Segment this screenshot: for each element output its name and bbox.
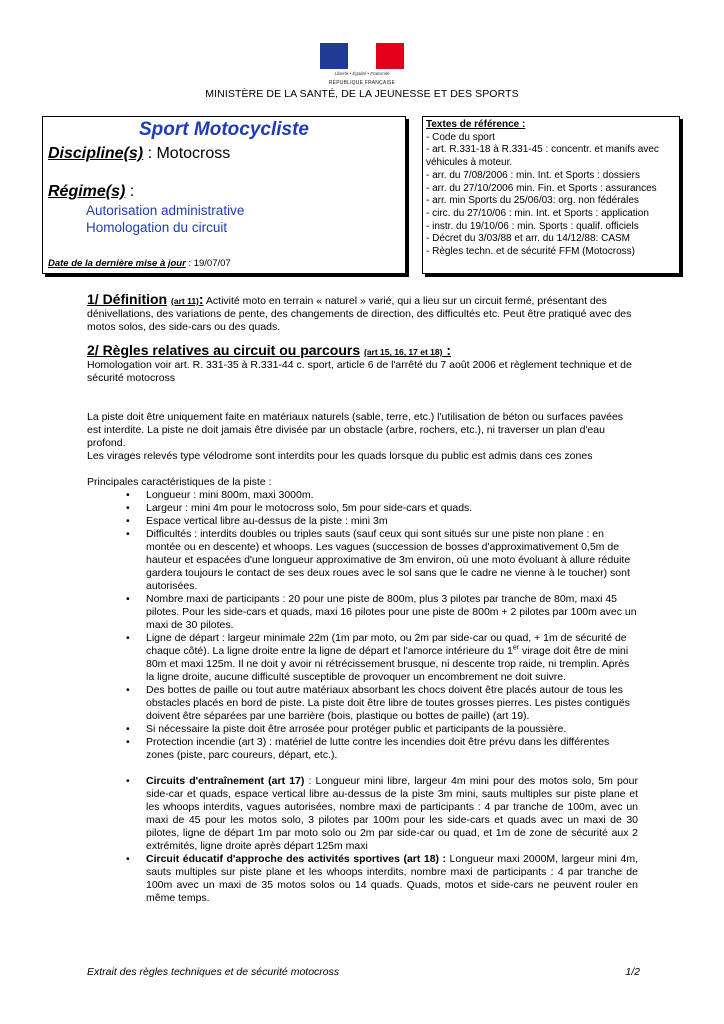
list-item: • Longueur : mini 800m, maxi 3000m. bbox=[87, 489, 638, 502]
references-title: Textes de référence : bbox=[426, 119, 526, 130]
discipline-line bbox=[48, 145, 230, 163]
virages-text: Les virages relevés type vélodrome sont interdits pour les quads lorsque du public est admis dans ces zones bbox=[87, 450, 593, 462]
reference-item: - arr. du 7/08/2006 : min. Int. et Sports : dossiers bbox=[426, 169, 640, 181]
reference-item: - Code du sport bbox=[426, 131, 495, 143]
regime-item: Autorisation administrative bbox=[86, 203, 245, 218]
marianne-logo bbox=[320, 43, 404, 91]
homologation-text: Homologation voir art. R. 331-35 à R.331-44 c. sport, article 6 de l'arrêté du 7 août 2006 et règlement technique et de sécurité motocross bbox=[87, 359, 632, 384]
list-item: • Nombre maxi de participants : 20 pour une piste de 800m, plus 3 pilotes par tranche de 80m, maxi 45 pilotes. Pour les side-cars et quads, maxi 16 pilotes pour une piste de 800m + 2 pilotes par 100m avec un maxi de 30 pilotes. bbox=[87, 593, 638, 632]
footer-text: Extrait des règles techniques et de sécurité motocross bbox=[87, 966, 340, 978]
list-item: • Si nécessaire la piste doit être arrosée pour protéger public et participants de la poussière. bbox=[87, 723, 638, 736]
discipline-value: : Motocross bbox=[143, 145, 231, 162]
reference-item: - art. R.331-18 à R.331-45 : concentr. et manifs avec véhicules à moteur. bbox=[426, 144, 659, 169]
republic-name: RÉPUBLIQUE FRANÇAISE bbox=[328, 80, 396, 86]
reference-item: - arr. min Sports du 25/06/03: org. non fédérales bbox=[426, 195, 639, 207]
circuits-list bbox=[87, 775, 638, 905]
page-footer bbox=[87, 966, 640, 978]
update-label: Date de la dernière mise à jour bbox=[48, 258, 186, 269]
update-date bbox=[48, 258, 231, 269]
list-item: • Protection incendie (art 3) : matériel de lutte contre les incendies doit être prévu dans les différentes zones (piste, parc coureurs, départ, etc.). bbox=[87, 736, 638, 762]
regime-label: Régime(s) bbox=[48, 183, 126, 200]
section-definition bbox=[87, 293, 638, 334]
main-content bbox=[87, 293, 638, 905]
regime-list bbox=[86, 202, 244, 236]
page-number: 1/2 bbox=[625, 966, 640, 978]
list-item: • Largeur : mini 4m pour le motocross solo, 5m pour side-cars et quads. bbox=[87, 502, 638, 515]
reference-item: - Décret du 3/03/88 et arr. du 14/12/88: CASM bbox=[426, 233, 631, 245]
discipline-label: Discipline(s) bbox=[48, 145, 144, 162]
characteristics-intro: Principales caractéristiques de la piste : bbox=[87, 476, 272, 488]
references-box bbox=[422, 116, 680, 274]
reference-item: - circ. du 27/10/06 : min. Int. et Sports : application bbox=[426, 207, 649, 219]
update-value: : 19/07/07 bbox=[185, 258, 231, 269]
reference-item: - arr. du 27/10/2006 min. Fin. et Sports : assurances bbox=[426, 182, 657, 194]
characteristics-list bbox=[87, 489, 638, 762]
tricolor-flag-icon bbox=[320, 43, 404, 69]
section-heading: 2/ Règles relatives au circuit ou parcours (art 15, 16, 17 et 18) : bbox=[87, 342, 451, 358]
regime-item: Homologation du circuit bbox=[86, 220, 228, 235]
list-item: • Ligne de départ : largeur minimale 22m (1m par moto, ou 2m par side-car ou quad, + 1m de sécurité de chaque côté). La ligne droite entre la ligne de départ et l'amorce intérieure du 1er virage doit être de mini 80m et maxi 125m. Il ne doit y avoir ni rétrécissement brusque, ni descente trop raide, ni tremplin. Après la ligne droite, aucune difficulté susceptible de provoquer un encombrement ne doit suivre. bbox=[87, 632, 638, 684]
republic-motto: Liberté • Égalité • Fraternité bbox=[334, 71, 390, 76]
list-item: • Difficultés : interdits doubles ou triples sauts (sauf ceux qui sont situés sur une piste non plane : en montée ou en descente) et whoops. Les vagues (succession de bosses d'approximativement 0,5m de hauteur et espacées d'une longueur approximative de 3m environ, où une moto évoluant à allure réduite gardera toujours le contact de ses deux roues avec le sol sans que le cadre ne vienne à le toucher) sont autorisées. bbox=[87, 528, 638, 593]
definition-text: Activité moto en terrain « naturel » varié, qui a lieu sur un circuit fermé, présentant des dénivellations, des variations de pente, des changements de direction, des difficultés etc. Peut être pratiqué avec des motos solos, des side-cars ou des quads. bbox=[87, 295, 632, 333]
ministry-title: MINISTÈRE DE LA SANTÉ, DE LA JEUNESSE ET DES SPORTS bbox=[205, 88, 519, 100]
reference-item: - instr. du 19/10/06 : min. Sports : qualif. officiels bbox=[426, 220, 639, 232]
list-item: • Espace vertical libre au-dessus de la piste : mini 3m bbox=[87, 515, 638, 528]
regime-line bbox=[48, 183, 134, 201]
piste-text: La piste doit être uniquement faite en matériaux naturels (sable, terre, etc.) l'utilisation de béton ou surfaces pavées est interdite. La piste ne doit jamais être divisée par un obstacle (arbre, rochers, etc.), ni traverser un plan d'eau profond. bbox=[87, 411, 624, 449]
references-list bbox=[426, 132, 676, 259]
list-item: • Circuit éducatif d'approche des activités sportives (art 18) : Longueur maxi 2000M, largeur mini 4m, sauts multiples sur piste plane et les whoops interdits, nombre maxi de participants : 4 par tranche de 100m avec un maxi de 35 motos solos ou 14 quads. Quads, motos et side-cars ne peuvent rouler en même temps. bbox=[87, 853, 638, 905]
list-item: • Circuits d'entraînement (art 17) : Longueur mini libre, largeur 4m mini pour des motos solo, 5m pour side-car et quads, espace vertical libre au-dessus de la piste 3m mini, sauts multiples sur piste plane et les whoops interdits, vagues autorisées, nombre maxi de participants : 4 par tranche de 100m, avec un maxi de 45 pour les motos solo, 3 pilotes par 100m pour les side-cars et quads avec un maxi de 30 pilotes, ligne de départ 1m par moto solo ou 2m par side-car ou quad, et 1m de zone de sécurité aux 2 extrémités, ligne droite après départ 125m maxi bbox=[87, 775, 638, 853]
list-item: • Des bottes de paille ou tout autre matériaux absorbant les chocs doivent être placés autour de tous les obstacles placés en bord de piste. La piste doit être libre de toutes grosses pierres. Les pistes contiguës doivent être séparées par une barrière (bois, plastique ou bottes de paille) (art 19). bbox=[87, 684, 638, 723]
sport-title: Sport Motocycliste bbox=[139, 119, 309, 140]
section-heading: 1/ Définition (art 11): bbox=[87, 291, 204, 307]
reference-item: - Règles techn. et de sécurité FFM (Motocross) bbox=[426, 246, 635, 258]
summary-box bbox=[42, 116, 406, 274]
regime-separator: : bbox=[125, 183, 135, 200]
